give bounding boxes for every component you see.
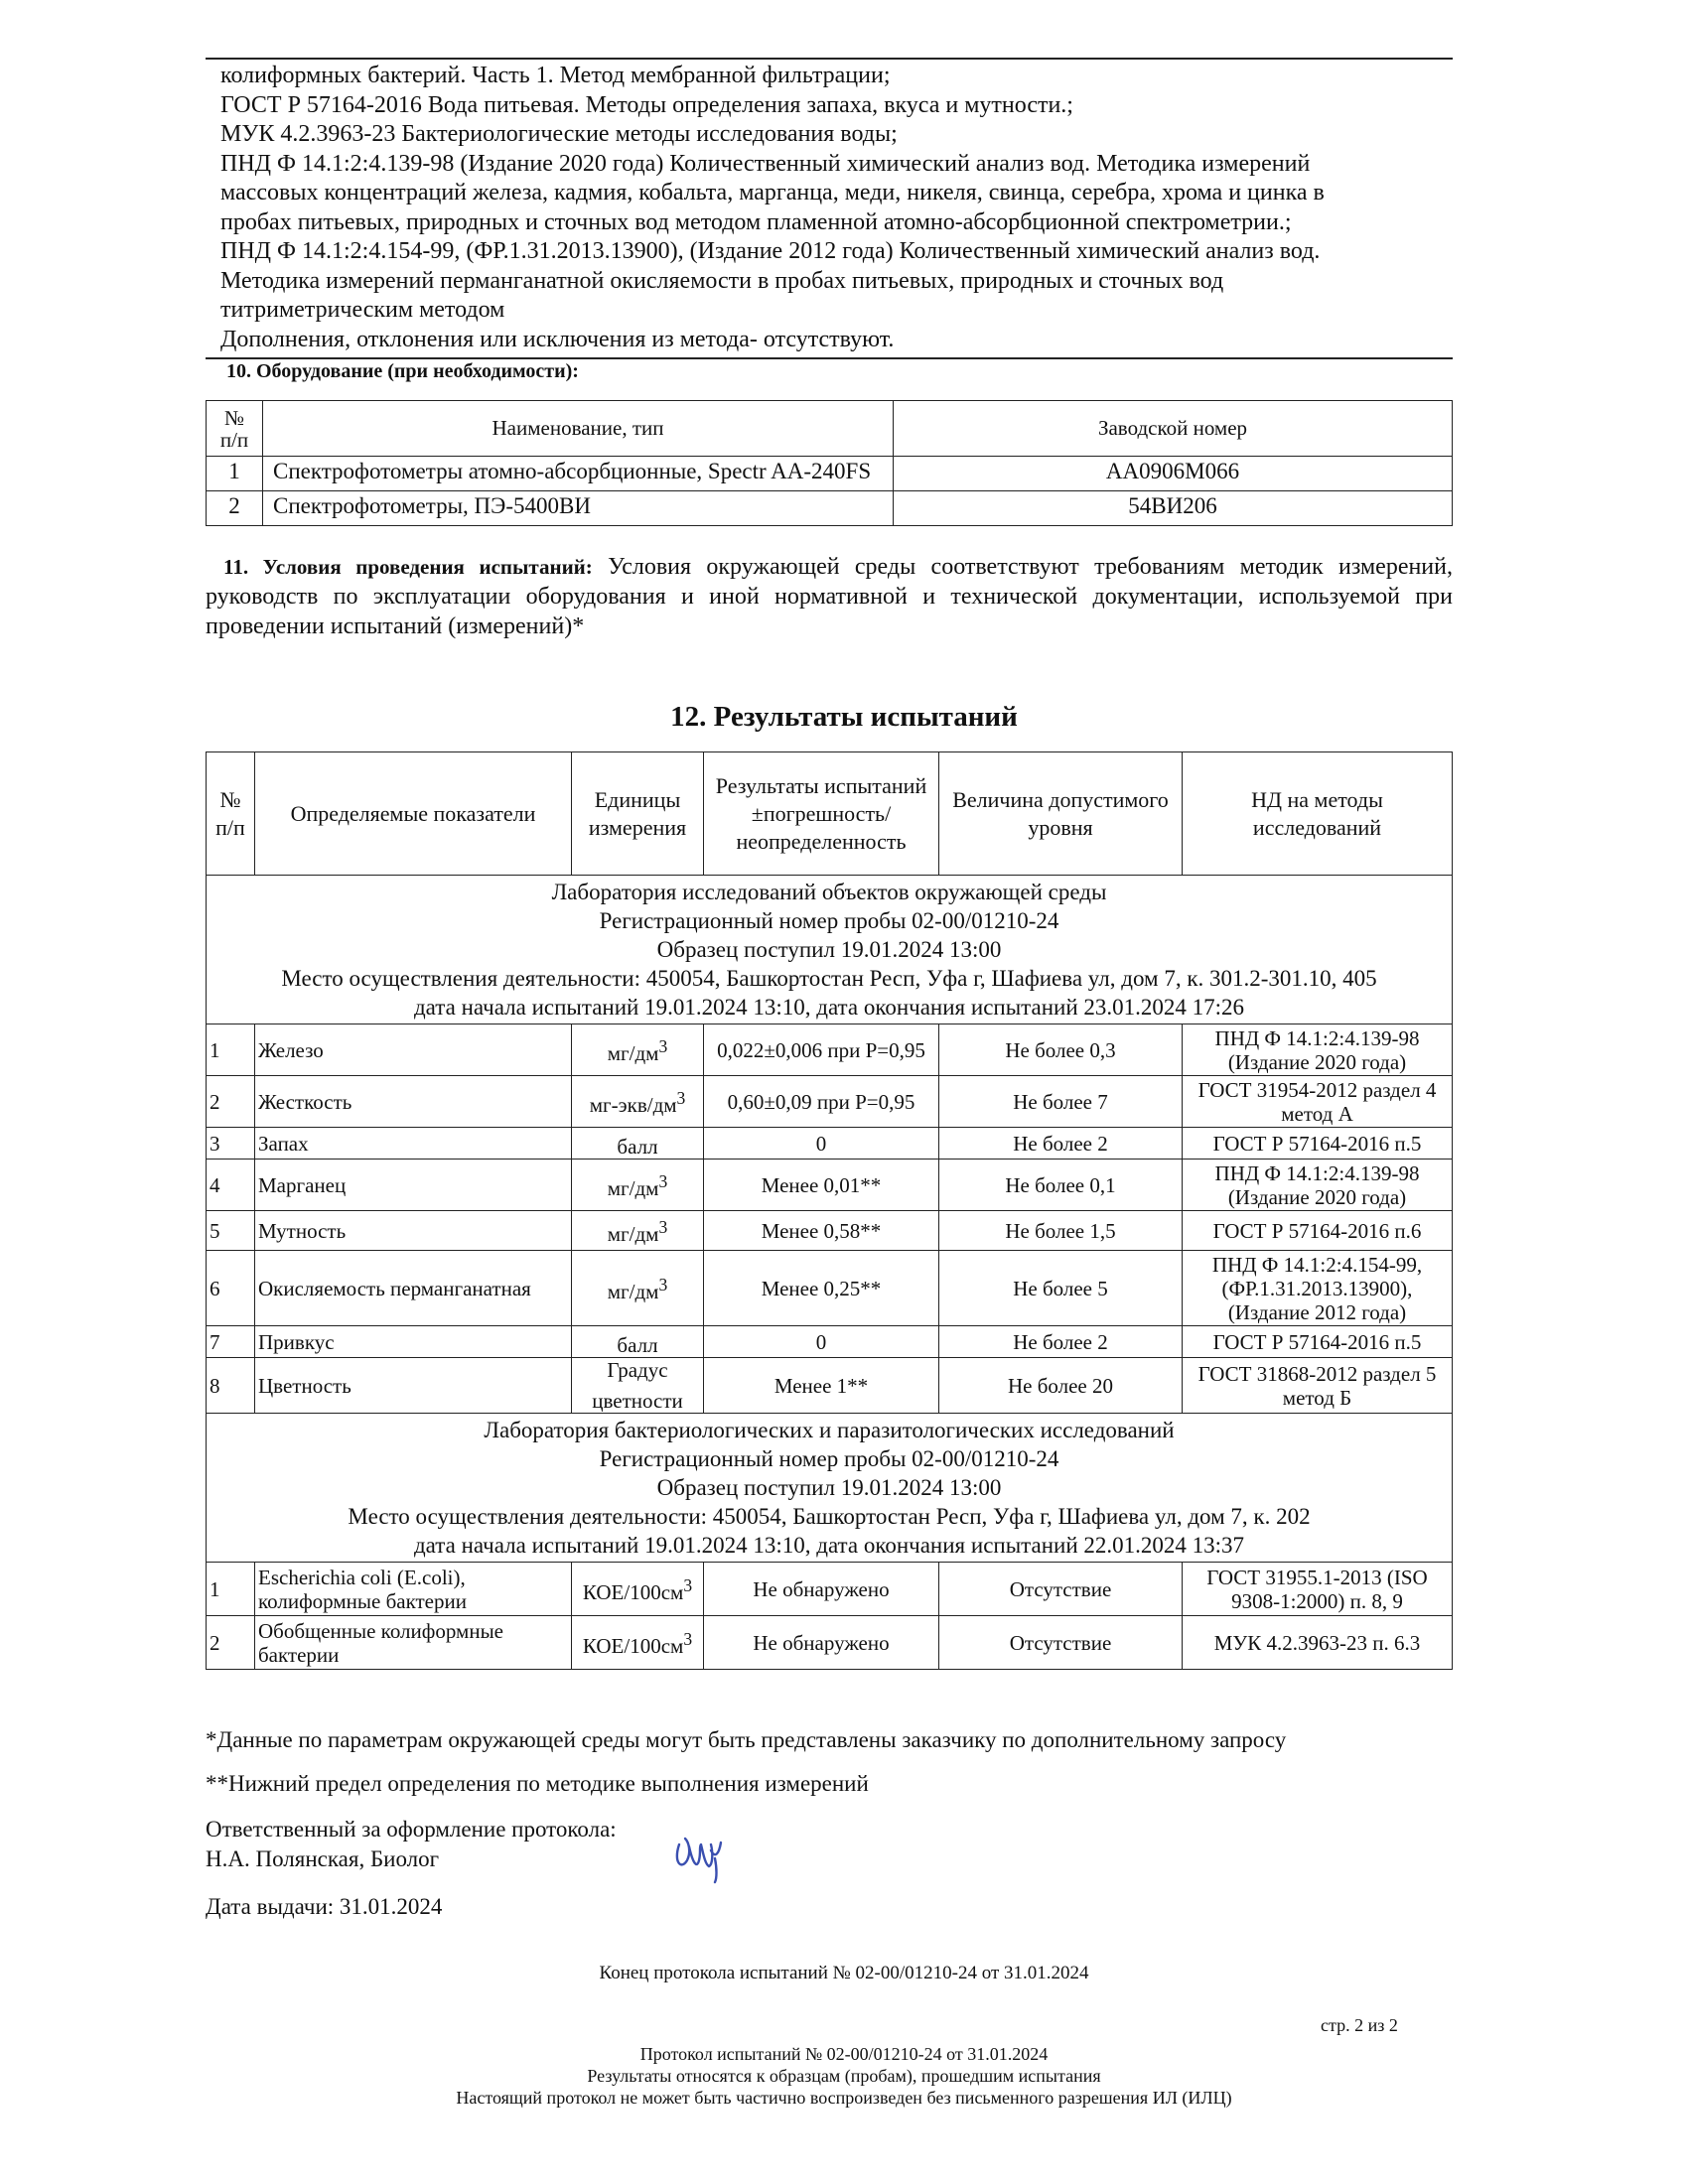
row-num: 7: [207, 1326, 255, 1358]
top-rule: [206, 58, 1453, 60]
row-limit: Не более 5: [939, 1251, 1183, 1326]
lab-received: Образец поступил 19.01.2024 13:00: [656, 937, 1002, 962]
lab-name: Лаборатория бактериологических и паразитологических исследований: [484, 1418, 1175, 1442]
row-indicator: Обобщенные колиформные бактерии: [255, 1616, 572, 1670]
methods-line: ПНД Ф 14.1:2:4.139-98 (Издание 2020 года) Количественный химический анализ вод. Методика измерений: [220, 150, 1311, 177]
row-result: 0: [704, 1128, 939, 1160]
row-method: ГОСТ Р 57164-2016 п.5: [1183, 1128, 1453, 1160]
row-result: 0: [704, 1326, 939, 1358]
table-row: [207, 1251, 1453, 1326]
table-row: [207, 1076, 1453, 1128]
equipment-serial: AA0906M066: [894, 457, 1453, 491]
signature: [671, 1825, 731, 1884]
equipment-serial: 54ВИ206: [894, 491, 1453, 526]
row-units: КОЕ/$100см^3$: [572, 1563, 704, 1616]
table-row: [207, 457, 1453, 491]
row-method: ПНД Ф 14.1:2:4.139-98 (Издание 2020 года): [1183, 1160, 1453, 1211]
methods-line: колиформных бактерий. Часть 1. Метод мембранной фильтрации;: [220, 63, 891, 88]
row-units: $мг-экв/дм^3$: [572, 1076, 704, 1128]
lab-received: Образец поступил 19.01.2024 13:00: [656, 1475, 1002, 1500]
results-col-method: НД на методы исследований: [1183, 752, 1453, 876]
table-row: [207, 491, 1453, 526]
note-limit: **Нижний предел определения по методике выполнения измерений: [206, 1771, 869, 1796]
row-result: 0,022±0,006 при P=0,95: [704, 1024, 939, 1076]
table-row: [207, 1211, 1453, 1251]
methods-line: ПНД Ф 14.1:2:4.154-99, (ФР.1.31.2013.13900), (Издание 2012 года) Количественный химический анализ вод.: [220, 238, 1321, 264]
row-result: Не обнаружено: [704, 1616, 939, 1670]
conditions-label: 11. Условия проведения испытаний:: [223, 555, 593, 579]
row-units: $мг/дм^3$: [572, 1160, 704, 1211]
row-limit: Не более 2: [939, 1326, 1183, 1358]
methods-bottom-rule: [206, 357, 1453, 359]
row-result: Менее 0,25**: [704, 1251, 939, 1326]
row-result: 0,60±0,09 при P=0,95: [704, 1076, 939, 1128]
row-num: 3: [207, 1128, 255, 1160]
row-method: ГОСТ 31868-2012 раздел 5 метод Б: [1183, 1358, 1453, 1414]
row-units: КОЕ/$100см^3$: [572, 1616, 704, 1670]
methods-line: Методика измерений перманганатной окисляемости в пробах питьевых, природных и сточных вод: [220, 267, 1224, 294]
row-units: балл: [572, 1128, 704, 1160]
row-num: 4: [207, 1160, 255, 1211]
equipment-num: 1: [207, 457, 263, 491]
page-number: стр. 2 из 2: [1321, 2015, 1398, 2035]
note-env: *Данные по параметрам окружающей среды могут быть представлены заказчику по дополнительному запросу: [206, 1727, 1287, 1752]
lab-dates: дата начала испытаний 19.01.2024 13:10, дата окончания испытаний 22.01.2024 13:37: [413, 1533, 1245, 1558]
row-method: МУК 4.2.3963-23 п. 6.3: [1183, 1616, 1453, 1670]
row-indicator: Железо: [255, 1024, 572, 1076]
lab-info-row: [207, 1414, 1453, 1563]
table-row: [207, 1563, 1453, 1616]
equipment-num: 2: [207, 491, 263, 526]
row-limit: Не более 7: [939, 1076, 1183, 1128]
lab-place: Место осуществления деятельности: 450054, Башкортостан Респ, Уфа г, Шафиева ул, дом 7, к. 202: [348, 1504, 1311, 1529]
row-result: Менее 0,58**: [704, 1211, 939, 1251]
lab-name: Лаборатория исследований объектов окружающей среды: [551, 880, 1107, 904]
row-units: балл: [572, 1326, 704, 1358]
lab-reg-number: Регистрационный номер пробы 02-00/01210-24: [599, 908, 1059, 933]
table-row: [207, 1616, 1453, 1670]
row-result: Менее 0,01**: [704, 1160, 939, 1211]
row-indicator: Жесткость: [255, 1076, 572, 1128]
row-num: 8: [207, 1358, 255, 1414]
methods-line: пробах питьевых, природных и сточных вод методом пламенной атомно-абсорбционной спектрометрии.;: [220, 208, 1292, 235]
table-row: [207, 1128, 1453, 1160]
methods-line: Дополнения, отклонения или исключения из метода- отсутствуют.: [220, 326, 895, 352]
methods-line: титриметрическим методом: [220, 297, 505, 323]
row-units: $мг/дм^3$: [572, 1211, 704, 1251]
lab-info: [207, 876, 1453, 1024]
results-col-result: Результаты испытаний ±погрешность/ неопределенность: [704, 752, 939, 876]
issue-date: Дата выдачи: 31.01.2024: [206, 1894, 443, 1919]
lab-reg-number: Регистрационный номер пробы 02-00/01210-24: [599, 1446, 1059, 1471]
results-table: [206, 751, 1453, 1670]
table-row: [207, 1326, 1453, 1358]
lab-dates: дата начала испытаний 19.01.2024 13:10, дата окончания испытаний 23.01.2024 17:26: [413, 995, 1245, 1020]
row-result: Не обнаружено: [704, 1563, 939, 1616]
row-limit: Не более 1,5: [939, 1211, 1183, 1251]
equipment-col-serial: Заводской номер: [894, 401, 1453, 457]
table-row: [207, 1160, 1453, 1211]
methods-list: [220, 62, 1452, 354]
row-method: ПНД Ф 14.1:2:4.154-99, (ФР.1.31.2013.13900), (Издание 2012 года): [1183, 1251, 1453, 1326]
row-indicator: Привкус: [255, 1326, 572, 1358]
methods-line: ГОСТ Р 57164-2016 Вода питьевая. Методы определения запаха, вкуса и мутности.;: [220, 91, 1073, 118]
conditions-paragraph: [206, 552, 1453, 641]
table-row: [207, 1358, 1453, 1414]
equipment-table: [206, 400, 1453, 526]
row-num: 2: [207, 1616, 255, 1670]
row-method: ПНД Ф 14.1:2:4.139-98 (Издание 2020 года): [1183, 1024, 1453, 1076]
results-header-row: [207, 752, 1453, 876]
row-indicator: Окисляемость перманганатная: [255, 1251, 572, 1326]
row-units: $мг/дм^3$: [572, 1251, 704, 1326]
results-col-num: № п/п: [207, 752, 255, 876]
row-method: ГОСТ 31954-2012 раздел 4 метод А: [1183, 1076, 1453, 1128]
lab-info: [207, 1414, 1453, 1563]
methods-line: МУК 4.2.3963-23 Бактериологические методы исследования воды;: [220, 121, 898, 147]
row-num: 1: [207, 1563, 255, 1616]
row-method: ГОСТ Р 57164-2016 п.5: [1183, 1326, 1453, 1358]
row-method: ГОСТ 31955.1-2013 (ISO 9308-1:2000) п. 8, 9: [1183, 1563, 1453, 1616]
row-limit: Отсутствие: [939, 1616, 1183, 1670]
row-num: 2: [207, 1076, 255, 1128]
row-indicator: Запах: [255, 1128, 572, 1160]
methods-line: массовых концентраций железа, кадмия, кобальта, марганца, меди, никеля, свинца, серебра, хрома и цинка в: [220, 180, 1325, 205]
row-result: Менее 1**: [704, 1358, 939, 1414]
row-indicator: Марганец: [255, 1160, 572, 1211]
table-row: [207, 1024, 1453, 1076]
conditions-text: Условия окружающей среды соответствуют требованиям методик измерений, руководств по эксплуатации оборудования и иной нормативной и технической документации, используемой при проведении испытаний (измерений)*: [206, 554, 1453, 639]
row-method: ГОСТ Р 57164-2016 п.6: [1183, 1211, 1453, 1251]
lab-info-row: [207, 876, 1453, 1024]
results-col-indicator: Определяемые показатели: [255, 752, 572, 876]
footer-results-note: Результаты относятся к образцам (пробам), прошедшим испытания: [587, 2066, 1101, 2086]
row-num: 1: [207, 1024, 255, 1076]
responsible-name: Н.А. Полянская, Биолог: [206, 1846, 440, 1871]
equipment-header-row: [207, 401, 1453, 457]
row-num: 6: [207, 1251, 255, 1326]
results-col-limit: Величина допустимого уровня: [939, 752, 1183, 876]
row-units: $мг/дм^3$: [572, 1024, 704, 1076]
results-col-units: Единицы измерения: [572, 752, 704, 876]
lab-place: Место осуществления деятельности: 450054, Башкортостан Респ, Уфа г, Шафиева ул, дом 7, к. 301.2-301.10, 405: [281, 966, 1377, 991]
row-limit: Не более 0,3: [939, 1024, 1183, 1076]
row-limit: Не более 2: [939, 1128, 1183, 1160]
equipment-col-name: Наименование, тип: [263, 401, 894, 457]
results-title: 12. Результаты испытаний: [670, 701, 1018, 733]
row-limit: Отсутствие: [939, 1563, 1183, 1616]
equipment-col-num: № п/п: [207, 401, 263, 457]
row-limit: Не более 20: [939, 1358, 1183, 1414]
equipment-title: 10. Оборудование (при необходимости):: [226, 360, 579, 382]
footer-protocol: Протокол испытаний № 02-00/01210-24 от 31.01.2024: [639, 2044, 1049, 2064]
row-indicator: Escherichia coli (E.coli), колиформные бактерии: [255, 1563, 572, 1616]
row-units: Градус цветности: [572, 1358, 704, 1414]
row-num: 5: [207, 1211, 255, 1251]
responsible-label: Ответственный за оформление протокола:: [206, 1817, 617, 1842]
equipment-name: Спектрофотометры атомно-абсорбционные, Spectr AA-240FS: [263, 457, 894, 491]
equipment-name: Спектрофотометры, ПЭ-5400ВИ: [263, 491, 894, 526]
end-of-protocol: Конец протокола испытаний № 02-00/01210-24 от 31.01.2024: [599, 1963, 1089, 1983]
row-indicator: Мутность: [255, 1211, 572, 1251]
footer-copy-note: Настоящий протокол не может быть частично воспроизведен без письменного разрешения ИЛ (ИЛЦ): [456, 2088, 1232, 2108]
row-limit: Не более 0,1: [939, 1160, 1183, 1211]
row-indicator: Цветность: [255, 1358, 572, 1414]
